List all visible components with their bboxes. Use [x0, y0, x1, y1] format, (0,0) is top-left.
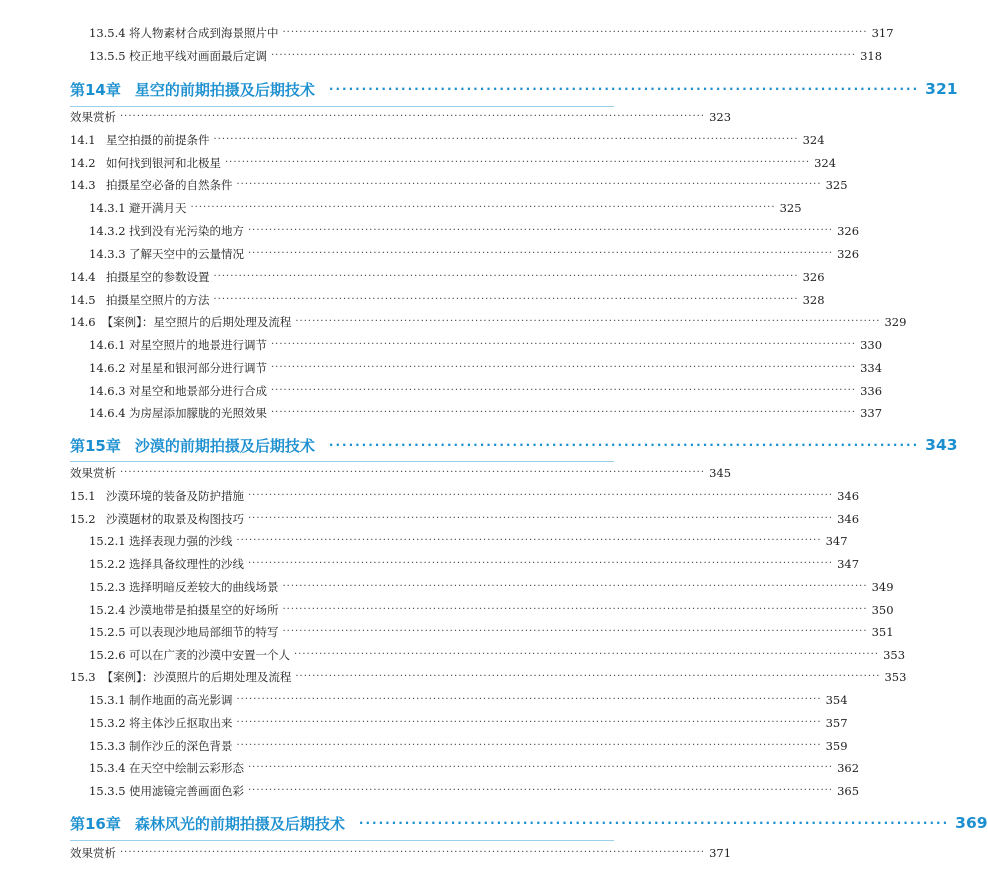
section-number: 15.3.4	[89, 761, 126, 775]
section-number: 15.1	[70, 489, 96, 503]
toc-entry	[89, 334, 883, 356]
section-title: 找到没有光污染的地方	[129, 224, 244, 238]
section-number: 13.5.5	[89, 49, 126, 63]
chapter-title: 沙漠的前期拍摄及后期技术	[134, 436, 315, 455]
toc-entry	[89, 757, 860, 779]
page-number: 345	[709, 466, 732, 480]
section-number: 15.3	[70, 670, 96, 684]
dot-leader: ··························································································	[358, 816, 950, 830]
section-title: 拍摄星空必备的自然条件	[106, 178, 233, 192]
dot-leader: ············································································································································	[282, 604, 868, 615]
toc-entry	[89, 621, 894, 643]
toc-entry	[89, 599, 894, 621]
toc-entry	[89, 553, 860, 575]
section-number: 15.2	[70, 512, 96, 526]
section-number: 15.3.5	[89, 784, 126, 798]
dot-leader: ············································································································································	[213, 294, 799, 305]
section-title: 校正地平线对画面最后定调	[129, 49, 267, 63]
page-number: 362	[837, 761, 860, 775]
section-number: 15.2.1	[89, 534, 126, 548]
page-number: 371	[709, 846, 732, 860]
section-number: 14.6	[70, 315, 96, 329]
page-number: 369	[955, 814, 988, 832]
section-title: 效果赏析	[70, 466, 116, 480]
page-number: 354	[825, 693, 848, 707]
toc-entry	[70, 129, 825, 151]
dot-leader: ··························································································	[328, 438, 920, 452]
section-number: 14.4	[70, 270, 96, 284]
section-number: 14.6.2	[89, 361, 126, 375]
page-number: 317	[871, 26, 894, 40]
section-number: 14.6.3	[89, 384, 126, 398]
section-title: 避开满月天	[129, 201, 187, 215]
section-number: 15.2.4	[89, 603, 126, 617]
toc-entry	[89, 243, 860, 265]
chapter-number: 第14章	[70, 80, 121, 99]
section-title: 如何找到银河和北极星	[106, 156, 221, 170]
page-number: 350	[871, 603, 894, 617]
chapter-number: 第16章	[70, 814, 121, 833]
page-number: 326	[837, 247, 860, 261]
page-number: 330	[860, 338, 883, 352]
page-number: 343	[925, 436, 958, 454]
chapter-title: 星空的前期拍摄及后期技术	[134, 80, 315, 99]
section-title: 选择具备纹理性的沙线	[129, 557, 244, 571]
section-title: 为房屋添加朦胧的光照效果	[129, 406, 267, 420]
section-title: 沙漠地带是拍摄星空的好场所	[129, 603, 279, 617]
page-number: 357	[825, 716, 848, 730]
toc-entry	[70, 106, 732, 128]
toc-entry	[70, 508, 860, 530]
section-number: 13.5.4	[89, 26, 126, 40]
section-number: 14.6.4	[89, 406, 126, 420]
section-title: 选择表现力强的沙线	[129, 534, 233, 548]
section-title: 沙漠题材的取景及构图技巧	[106, 512, 244, 526]
page-number: 365	[837, 784, 860, 798]
chapter-heading	[70, 433, 958, 457]
chapter-heading	[70, 77, 958, 101]
section-number: 15.2.6	[89, 648, 126, 662]
page-number: 323	[709, 110, 732, 124]
dot-leader: ············································································································································	[271, 362, 857, 373]
section-number: 14.5	[70, 293, 96, 307]
page-number: 351	[871, 625, 894, 639]
toc-entry	[70, 174, 848, 196]
section-title: 沙漠环境的装备及防护措施	[106, 489, 244, 503]
section-title: 可以在广袤的沙漠中安置一个人	[129, 648, 290, 662]
toc-entry	[89, 197, 802, 219]
page-number: 326	[802, 270, 825, 284]
toc-entry	[89, 45, 883, 67]
page-number: 347	[825, 534, 848, 548]
page-number: 326	[837, 224, 860, 238]
page-number: 349	[871, 580, 894, 594]
section-number: 15.2.5	[89, 625, 126, 639]
dot-leader: ············································································································································	[282, 27, 868, 38]
section-title: 拍摄星空照片的方法	[106, 293, 210, 307]
section-title: 使用滤镜完善画面色彩	[129, 784, 244, 798]
section-title: 在天空中绘制云彩形态	[129, 761, 244, 775]
section-number: 14.3.3	[89, 247, 126, 261]
dot-leader: ············································································································································	[225, 157, 811, 168]
dot-leader: ············································································································································	[120, 847, 706, 858]
toc-entry	[70, 266, 825, 288]
toc-entry	[89, 644, 906, 666]
toc-entry	[89, 530, 848, 552]
toc-entry	[89, 357, 883, 379]
dot-leader: ············································································································································	[190, 202, 776, 213]
dot-leader: ············································································································································	[213, 134, 799, 145]
section-number: 15.3.1	[89, 693, 126, 707]
section-title: 制作地面的高光影调	[129, 693, 233, 707]
toc-entry	[89, 712, 848, 734]
section-title: 效果赏析	[70, 846, 116, 860]
section-title: 将主体沙丘抠取出来	[129, 716, 233, 730]
page-number: 359	[825, 739, 848, 753]
dot-leader: ············································································································································	[236, 535, 822, 546]
dot-leader: ············································································································································	[248, 225, 834, 236]
page-number: 337	[860, 406, 883, 420]
toc-entry	[70, 485, 860, 507]
section-title: 制作沙丘的深色背景	[129, 739, 233, 753]
section-number: 15.3.3	[89, 739, 126, 753]
chapter-number: 第15章	[70, 436, 121, 455]
section-title: 对星星和银河部分进行调节	[129, 361, 267, 375]
page-number: 334	[860, 361, 883, 375]
dot-leader: ············································································································································	[120, 111, 706, 122]
dot-leader: ············································································································································	[295, 316, 881, 327]
dot-leader: ············································································································································	[282, 626, 868, 637]
section-number: 14.3	[70, 178, 96, 192]
dot-leader: ············································································································································	[236, 740, 822, 751]
section-number: 14.1	[70, 133, 96, 147]
toc-entry	[89, 22, 894, 44]
section-number: 14.3.2	[89, 224, 126, 238]
toc-entry	[70, 311, 907, 333]
dot-leader: ············································································································································	[213, 271, 799, 282]
page-number: 324	[814, 156, 837, 170]
toc-entry	[70, 666, 907, 688]
chapter-divider	[70, 840, 614, 841]
toc-entry	[89, 402, 883, 424]
chapter-title: 森林风光的前期拍摄及后期技术	[134, 814, 345, 833]
dot-leader: ············································································································································	[248, 490, 834, 501]
page-number: 346	[837, 512, 860, 526]
section-title: 对星空照片的地景进行调节	[129, 338, 267, 352]
dot-leader: ············································································································································	[271, 339, 857, 350]
section-number: 14.2	[70, 156, 96, 170]
section-number: 15.3.2	[89, 716, 126, 730]
page-number: 324	[802, 133, 825, 147]
dot-leader: ············································································································································	[236, 179, 822, 190]
dot-leader: ············································································································································	[271, 385, 857, 396]
toc-entry	[70, 289, 825, 311]
section-title: 效果赏析	[70, 110, 116, 124]
dot-leader: ············································································································································	[248, 248, 834, 259]
page-number: 318	[860, 49, 883, 63]
page-number: 321	[925, 80, 958, 98]
page-number: 353	[883, 648, 906, 662]
page-number: 328	[802, 293, 825, 307]
page-number: 329	[884, 315, 907, 329]
toc-entry	[89, 735, 848, 757]
toc-entry	[89, 220, 860, 242]
page-number: 353	[884, 670, 907, 684]
page-number: 325	[825, 178, 848, 192]
section-number: 15.2.2	[89, 557, 126, 571]
section-title: 可以表现沙地局部细节的特写	[129, 625, 279, 639]
section-number: 15.2.3	[89, 580, 126, 594]
toc-entry	[89, 380, 883, 402]
dot-leader: ············································································································································	[294, 649, 880, 660]
section-title: 了解天空中的云量情况	[129, 247, 244, 261]
page-number: 325	[779, 201, 802, 215]
dot-leader: ············································································································································	[248, 785, 834, 796]
section-title: 拍摄星空的参数设置	[106, 270, 210, 284]
section-title: 【案例】：沙漠照片的后期处理及流程	[101, 670, 292, 684]
section-title: 【案例】：星空照片的后期处理及流程	[101, 315, 292, 329]
section-number: 14.3.1	[89, 201, 126, 215]
toc-entry	[70, 842, 732, 864]
dot-leader: ············································································································································	[248, 558, 834, 569]
dot-leader: ············································································································································	[120, 467, 706, 478]
section-title: 星空拍摄的前提条件	[106, 133, 210, 147]
dot-leader: ············································································································································	[295, 671, 881, 682]
section-number: 14.6.1	[89, 338, 126, 352]
toc-entry	[70, 152, 837, 174]
dot-leader: ············································································································································	[282, 581, 868, 592]
page-number: 347	[837, 557, 860, 571]
dot-leader: ············································································································································	[236, 717, 822, 728]
section-title: 对星空和地景部分进行合成	[129, 384, 267, 398]
dot-leader: ············································································································································	[248, 513, 834, 524]
page-number: 346	[837, 489, 860, 503]
chapter-heading	[70, 811, 988, 835]
dot-leader: ············································································································································	[248, 762, 834, 773]
dot-leader: ············································································································································	[271, 407, 857, 418]
dot-leader: ············································································································································	[236, 694, 822, 705]
section-title: 将人物素材合成到海景照片中	[129, 26, 279, 40]
toc-entry	[89, 576, 894, 598]
toc-entry	[70, 462, 732, 484]
page-number: 336	[860, 384, 883, 398]
toc-entry	[89, 689, 848, 711]
section-title: 选择明暗反差较大的曲线场景	[129, 580, 279, 594]
dot-leader: ··························································································	[328, 82, 920, 96]
toc-entry	[89, 780, 860, 802]
dot-leader: ············································································································································	[271, 50, 857, 61]
